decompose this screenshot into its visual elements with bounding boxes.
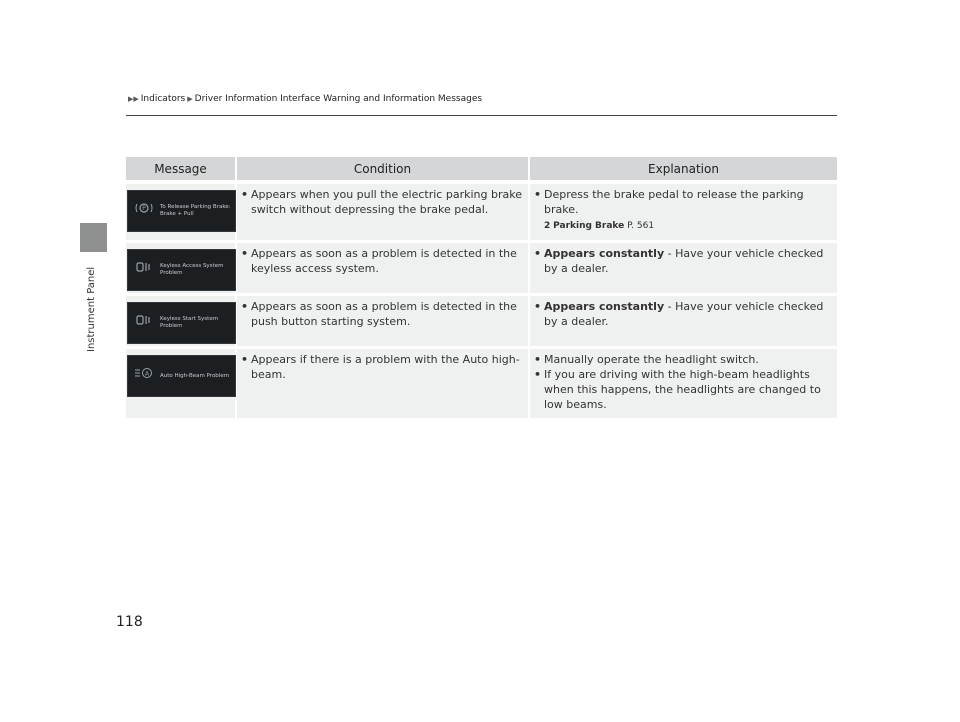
section-label: Instrument Panel <box>86 266 97 352</box>
reference-title: Parking Brake <box>553 221 625 231</box>
message-table <box>126 157 837 418</box>
screen-line: Keyless Start System <box>160 316 219 322</box>
bullet-icon: • <box>241 247 249 260</box>
condition-cell <box>237 240 530 293</box>
bullet-icon: • <box>534 247 542 260</box>
column-header-explanation: Explanation <box>530 157 837 181</box>
breadcrumb-item[interactable]: Driver Information Interface Warning and Information Messages <box>194 94 483 104</box>
bullet-icon: • <box>241 353 249 366</box>
bullet-icon: • <box>241 300 249 313</box>
message-cell <box>126 240 237 293</box>
condition-text: Appears as soon as a problem is detected in the push button starting system. <box>251 300 517 328</box>
breadcrumb-item[interactable]: Indicators <box>140 94 186 104</box>
explanation-text: - Have your vehicle checked by a dealer. <box>544 300 824 328</box>
column-header-condition: Condition <box>237 157 530 181</box>
key-icon <box>134 261 154 279</box>
screen-line: Auto High-Beam Problem <box>160 372 230 379</box>
parking-brake-icon <box>134 202 154 220</box>
condition-text: Appears as soon as a problem is detected in the keyless access system. <box>251 247 517 275</box>
cross-reference-link[interactable] <box>544 219 833 234</box>
bullet-icon: • <box>534 368 542 381</box>
explanation-emphasis: Appears constantly <box>544 300 665 313</box>
table-header-row <box>126 157 837 181</box>
table-row <box>126 240 837 293</box>
condition-cell <box>237 293 530 346</box>
message-cell <box>126 346 237 418</box>
explanation-cell <box>530 181 837 240</box>
svg-text:A: A <box>144 370 150 378</box>
explanation-text: Depress the brake pedal to release the parking brake. <box>544 188 804 216</box>
explanation-text: If you are driving with the high-beam headlights when this happens, the headlights are changed to low beams. <box>544 368 821 411</box>
screen-line: Brake + Pull <box>160 211 194 217</box>
reference-arrow-icon: 2 <box>544 221 551 231</box>
bullet-icon: • <box>534 353 542 366</box>
breadcrumb <box>128 94 482 104</box>
condition-text: Appears when you pull the electric parking brake switch without depressing the brake pedal. <box>251 188 522 216</box>
table-row <box>126 293 837 346</box>
explanation-text: Manually operate the headlight switch. <box>544 353 759 366</box>
message-cell <box>126 181 237 240</box>
screen-line: Problem <box>160 270 183 276</box>
message-cell <box>126 293 237 346</box>
bullet-icon: • <box>241 188 249 201</box>
table-row <box>126 346 837 418</box>
screen-line: Problem <box>160 323 183 329</box>
explanation-cell <box>530 346 837 418</box>
message-screen <box>127 355 236 397</box>
message-screen <box>127 302 236 344</box>
page-number: 118 <box>116 614 143 630</box>
explanation-cell <box>530 293 837 346</box>
table-row <box>126 181 837 240</box>
key-icon <box>134 314 154 332</box>
svg-text:P: P <box>142 205 146 213</box>
explanation-emphasis: Appears constantly <box>544 247 665 260</box>
message-screen <box>127 190 236 232</box>
auto-high-beam-icon <box>134 367 154 385</box>
explanation-text: - Have your vehicle checked by a dealer. <box>544 247 824 275</box>
condition-cell <box>237 181 530 240</box>
condition-text: Appears if there is a problem with the Auto high-beam. <box>251 353 520 381</box>
column-header-message: Message <box>126 157 237 181</box>
explanation-cell <box>530 240 837 293</box>
breadcrumb-arrow-icon: ▶▶ <box>128 95 139 103</box>
screen-line: Keyless Access System <box>160 263 224 269</box>
screen-line: To Release Parking Brake: <box>160 204 231 210</box>
reference-page: P. 561 <box>627 221 655 231</box>
bullet-icon: • <box>534 188 542 201</box>
bullet-icon: • <box>534 300 542 313</box>
header-rule <box>126 115 837 116</box>
message-screen <box>127 249 236 291</box>
breadcrumb-arrow-icon: ▶ <box>187 95 193 103</box>
section-tab <box>80 223 107 252</box>
condition-cell <box>237 346 530 418</box>
